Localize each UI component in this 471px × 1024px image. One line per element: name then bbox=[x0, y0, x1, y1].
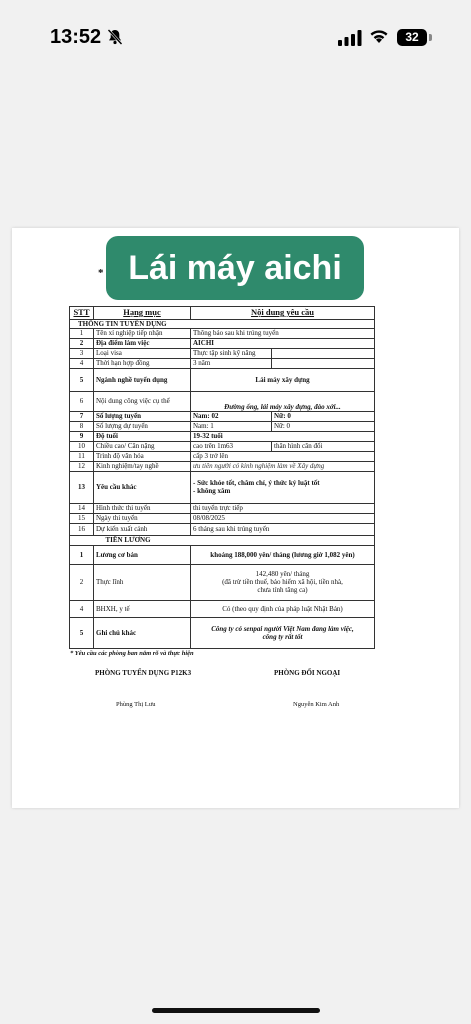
battery-cap bbox=[429, 34, 432, 41]
bell-slash-icon bbox=[106, 28, 124, 46]
note-line: công ty rất tốt bbox=[262, 632, 303, 641]
cell-value: Thông báo sau khi trúng tuyển bbox=[191, 328, 375, 338]
cell-stt: 2 bbox=[70, 564, 94, 600]
cell-item: Thực lĩnh bbox=[94, 564, 191, 600]
cell-item: Ghi chú khác bbox=[94, 617, 191, 648]
cell-item: Số lượng tuyển bbox=[94, 411, 191, 421]
signature-name-left: Phùng Thị Lưu bbox=[116, 701, 156, 708]
cell-stt: 13 bbox=[70, 471, 94, 503]
cell-item: BHXH, y tế bbox=[94, 600, 191, 617]
salary-line: 142,480 yên/ tháng bbox=[255, 570, 310, 579]
cell-value bbox=[191, 617, 375, 648]
title-banner: Lái máy aichi bbox=[106, 236, 364, 300]
cell-stt: 7 bbox=[70, 411, 94, 421]
cell-value: Nam: 02 bbox=[191, 411, 272, 421]
cell-item: Kinh nghiệm/tay nghề bbox=[94, 461, 191, 471]
salary-line: (đã trừ tiền thuế, bảo hiểm xã hội, tiền nhà, bbox=[222, 578, 343, 587]
star-mark: * bbox=[98, 267, 104, 279]
table-row bbox=[70, 503, 375, 513]
table-row bbox=[70, 411, 375, 421]
cell-value: Đường ống, lái máy xây dựng, đào xới... bbox=[191, 391, 375, 411]
table-row bbox=[70, 338, 375, 348]
section-row bbox=[70, 319, 375, 328]
header-content: Nội dung yêu cầu bbox=[191, 307, 375, 320]
cell-stt: 5 bbox=[70, 617, 94, 648]
cell-stt: 4 bbox=[70, 358, 94, 368]
header-item: Hạng mục bbox=[94, 307, 191, 320]
table-row bbox=[70, 545, 375, 564]
note-line: Công ty có senpai người Việt Nam đang làm việc, bbox=[211, 624, 354, 633]
cell-item: Độ tuổi bbox=[94, 431, 191, 441]
cell-value: Có (theo quy định của pháp luật Nhật Bản) bbox=[191, 600, 375, 617]
table-row bbox=[70, 368, 375, 391]
cell-value: Nữ: 0 bbox=[272, 411, 375, 421]
cell-item: Trình độ văn hóa bbox=[94, 451, 191, 461]
footnote: * Yêu cầu các phòng ban nắm rõ và thực hiện bbox=[70, 650, 194, 657]
cell-value: Lái máy xây dựng bbox=[191, 368, 375, 391]
cell-stt: 15 bbox=[70, 513, 94, 523]
cell-stt: 9 bbox=[70, 431, 94, 441]
section-row bbox=[70, 535, 375, 545]
cell-empty bbox=[272, 348, 375, 358]
cell-value: 08/08/2025 bbox=[191, 513, 375, 523]
table-row bbox=[70, 617, 375, 648]
cell-item: Nội dung công việc cụ thể bbox=[94, 391, 191, 411]
cell-value bbox=[191, 471, 375, 503]
cell-stt: 3 bbox=[70, 348, 94, 358]
cell-item: Số lượng dự tuyển bbox=[94, 421, 191, 431]
cell-item: Lương cơ bản bbox=[94, 545, 191, 564]
header-stt: STT bbox=[70, 307, 94, 320]
cell-stt: 6 bbox=[70, 391, 94, 411]
cell-stt: 14 bbox=[70, 503, 94, 513]
table-row bbox=[70, 328, 375, 338]
cell-value: 6 tháng sau khi trúng tuyển bbox=[191, 523, 375, 535]
cell-stt: 1 bbox=[70, 545, 94, 564]
cell-stt: 5 bbox=[70, 368, 94, 391]
cell-item: Hình thức thi tuyển bbox=[94, 503, 191, 513]
cell-value: thân hình cân đối bbox=[272, 441, 375, 451]
cell-stt: 2 bbox=[70, 338, 94, 348]
table-row bbox=[70, 348, 375, 358]
table-row bbox=[70, 421, 375, 431]
cell-value bbox=[191, 564, 375, 600]
table-header-row bbox=[70, 307, 375, 320]
cell-empty bbox=[70, 535, 94, 545]
cell-value: Thực tập sinh kỹ năng bbox=[191, 348, 272, 358]
signature-title-right: PHÒNG ĐỐI NGOẠI bbox=[274, 669, 341, 677]
wifi-icon bbox=[369, 28, 389, 44]
status-bar bbox=[0, 0, 471, 78]
requirement-line: - Sức khỏe tốt, chăm chỉ, ý thức kỷ luật tốt bbox=[193, 479, 320, 488]
cell-value: 3 năm bbox=[191, 358, 272, 368]
table-row bbox=[70, 461, 375, 471]
cell-value: thi tuyển trực tiếp bbox=[191, 503, 375, 513]
cell-value: Nam: 1 bbox=[191, 421, 272, 431]
signature-title-left: PHÒNG TUYỂN DỤNG P12K3 bbox=[95, 669, 192, 677]
section-title: TIỀN LƯƠNG bbox=[94, 535, 375, 545]
table-row bbox=[70, 600, 375, 617]
battery-icon bbox=[397, 29, 427, 46]
cell-item: Tên xí nghiệp tiếp nhận bbox=[94, 328, 191, 338]
cell-empty bbox=[272, 358, 375, 368]
cell-stt: 16 bbox=[70, 523, 94, 535]
cell-stt: 10 bbox=[70, 441, 94, 451]
table-row bbox=[70, 471, 375, 503]
cell-item: Ngày thi tuyển bbox=[94, 513, 191, 523]
signal-icon bbox=[338, 30, 362, 46]
table-row bbox=[70, 523, 375, 535]
recruitment-table bbox=[69, 306, 375, 649]
table-row bbox=[70, 451, 375, 461]
cell-item: Ngành nghề tuyển dụng bbox=[94, 368, 191, 391]
table-row bbox=[70, 441, 375, 451]
table-row bbox=[70, 358, 375, 368]
cell-value: 19-32 tuổi bbox=[191, 431, 375, 441]
home-indicator[interactable] bbox=[152, 1008, 320, 1013]
table-row bbox=[70, 391, 375, 411]
battery-level: 32 bbox=[405, 30, 419, 44]
cell-item: Thời hạn hợp đồng bbox=[94, 358, 191, 368]
table-row bbox=[70, 513, 375, 523]
cell-value: cấp 3 trở lên bbox=[191, 451, 375, 461]
cell-value: AICHI bbox=[191, 338, 375, 348]
cell-item: Loại visa bbox=[94, 348, 191, 358]
cell-value: ưu tiên người có kinh nghiệm làm về Xây dựng bbox=[191, 461, 375, 471]
section-title: THÔNG TIN TUYỂN DỤNG bbox=[70, 319, 375, 328]
requirement-line: - không xăm bbox=[193, 487, 231, 496]
cell-item: Dự kiến xuất cảnh bbox=[94, 523, 191, 535]
cell-item: Yêu cầu khác bbox=[94, 471, 191, 503]
cell-stt: 4 bbox=[70, 600, 94, 617]
cell-item: Chiều cao/ Cân nặng bbox=[94, 441, 191, 451]
cell-stt: 1 bbox=[70, 328, 94, 338]
cell-value: khoảng 188,000 yên/ tháng (lương giờ 1,082 yên) bbox=[191, 545, 375, 564]
table-row bbox=[70, 564, 375, 600]
signature-name-right: Nguyễn Kim Anh bbox=[293, 701, 340, 708]
cell-value: Nữ: 0 bbox=[272, 421, 375, 431]
salary-line: chưa tính tăng ca) bbox=[257, 586, 308, 595]
cell-item: Địa điểm làm việc bbox=[94, 338, 191, 348]
cell-stt: 11 bbox=[70, 451, 94, 461]
table-row bbox=[70, 431, 375, 441]
cell-value: cao trên 1m63 bbox=[191, 441, 272, 451]
document-page bbox=[12, 228, 459, 808]
status-time: 13:52 bbox=[50, 26, 102, 48]
cell-stt: 8 bbox=[70, 421, 94, 431]
cell-stt: 12 bbox=[70, 461, 94, 471]
